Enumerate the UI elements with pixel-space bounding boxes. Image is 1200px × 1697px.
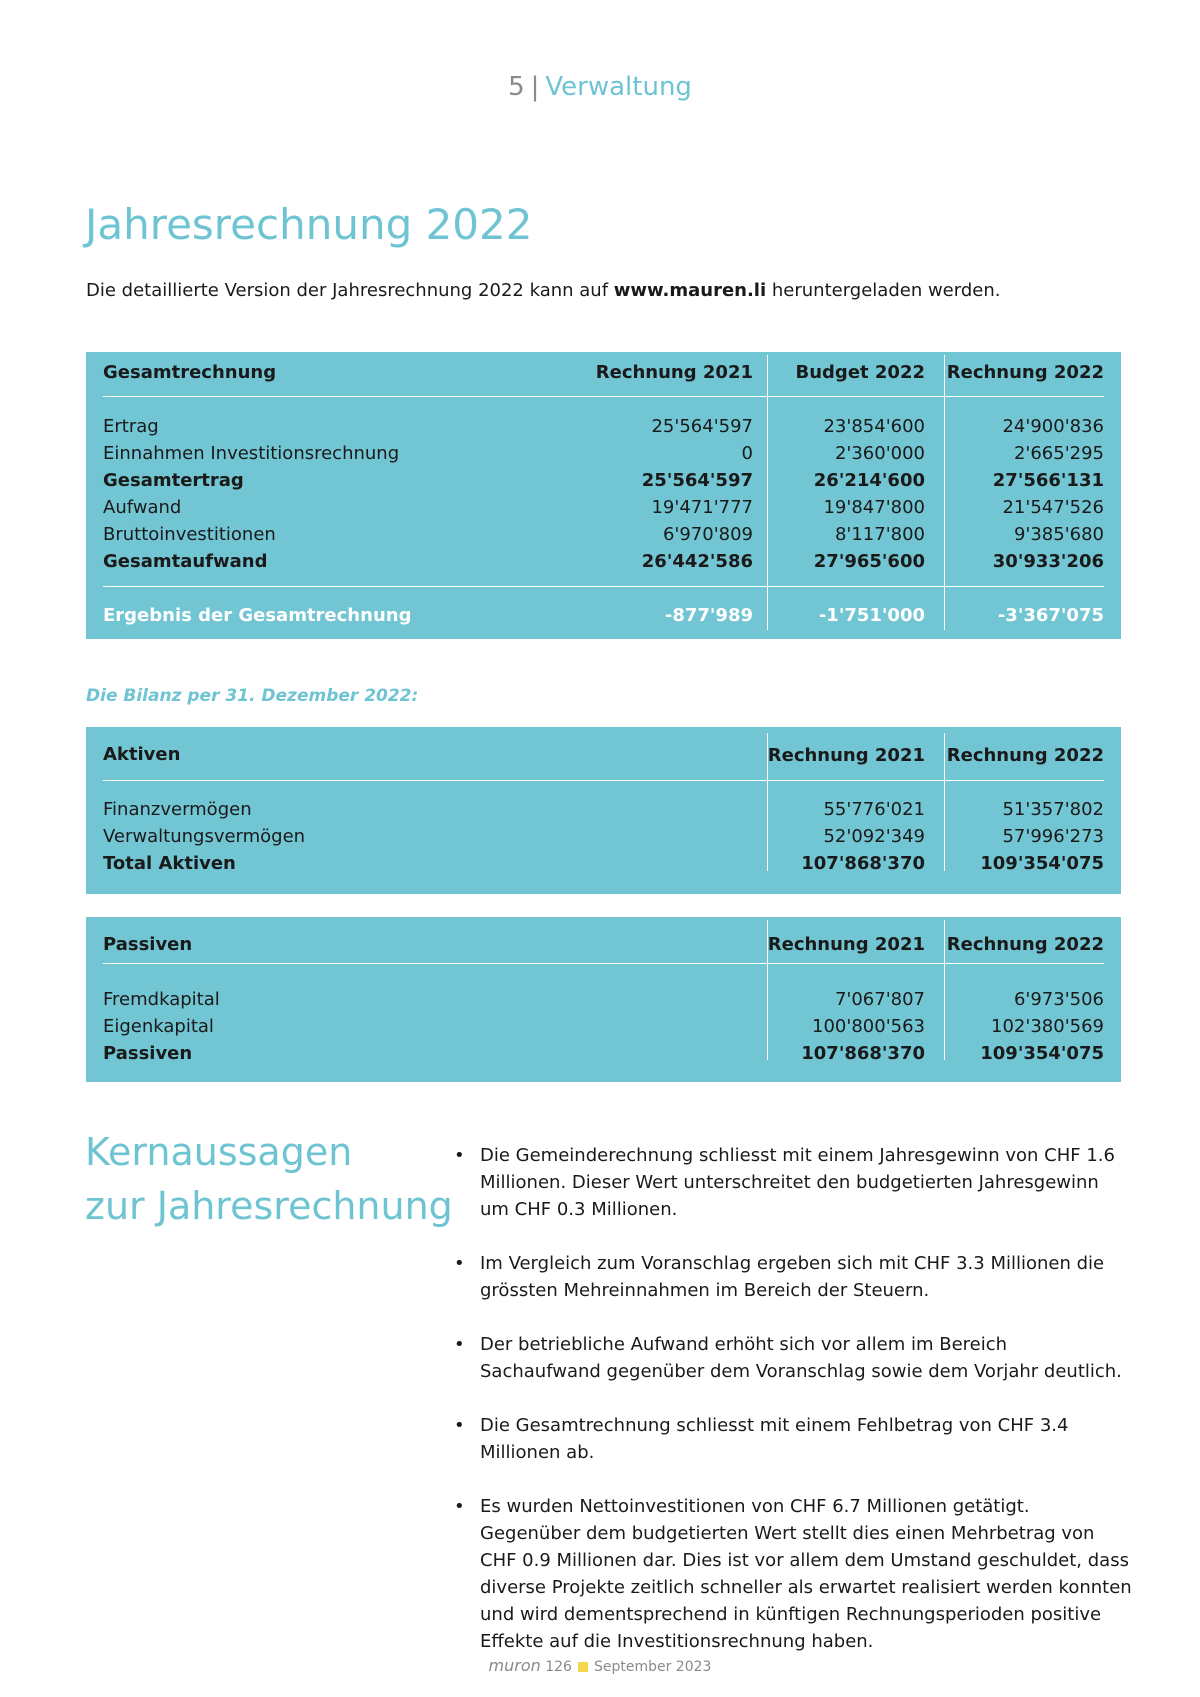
bullet-text: Der betriebliche Aufwand erhöht sich vor allem im Bereich Sachaufwand gegenüber dem Voranschlag sowie dem Vorjahr deutlich. — [480, 1334, 1122, 1382]
bullet-text: Die Gesamtrechnung schliesst mit einem Fehlbetrag von CHF 3.4 Millionen ab. — [480, 1415, 1069, 1463]
header-divider — [103, 963, 1104, 964]
row-value: 2'665'295 — [1013, 443, 1104, 464]
footer-brand: muron — [488, 1656, 541, 1675]
row-value: 27'965'600 — [813, 551, 925, 572]
footer-issue: 126 — [545, 1659, 572, 1675]
table-header: Rechnung 2021 — [767, 934, 925, 955]
bullet-icon: • — [454, 1253, 465, 1274]
row-value: 8'117'800 — [834, 524, 925, 545]
intro-after: heruntergeladen werden. — [766, 280, 1001, 301]
row-value: 109'354'075 — [980, 853, 1104, 874]
page-header — [0, 72, 1200, 102]
row-value: 6'973'506 — [1013, 989, 1104, 1010]
list-item — [450, 1412, 1132, 1466]
bullet-icon: • — [454, 1415, 465, 1436]
aktiven-table — [86, 727, 1121, 894]
list-item — [450, 1493, 1132, 1655]
row-value: 57'996'273 — [1002, 826, 1104, 847]
row-value: 100'800'563 — [812, 1016, 925, 1037]
row-label: Gesamtaufwand — [103, 551, 268, 572]
row-label: Verwaltungsvermögen — [103, 826, 306, 847]
passiven-table — [86, 917, 1121, 1082]
header-divider — [103, 780, 1104, 781]
row-value: 107'868'370 — [801, 1043, 925, 1064]
chapter-number: 5 — [508, 72, 525, 102]
row-value: 25'564'597 — [641, 470, 753, 491]
row-value: 109'354'075 — [980, 1043, 1104, 1064]
bullet-text: Im Vergleich zum Voranschlag ergeben sich mit CHF 3.3 Millionen die grössten Mehreinnahmen im Bereich der Steuern. — [480, 1253, 1105, 1301]
kernaussagen-title — [85, 1125, 453, 1233]
row-label: Passiven — [103, 1043, 193, 1064]
row-label: Total Aktiven — [103, 853, 236, 874]
bullet-icon: • — [454, 1496, 465, 1517]
kern-title-line2: zur Jahresrechnung — [85, 1184, 453, 1228]
row-value: 107'868'370 — [801, 853, 925, 874]
table-header: Passiven — [103, 934, 193, 955]
row-label: Fremdkapital — [103, 989, 220, 1010]
header-separator: | — [530, 72, 540, 102]
table-header: Rechnung 2022 — [946, 745, 1104, 766]
page-footer — [0, 1656, 1200, 1675]
row-value: 102'380'569 — [991, 1016, 1104, 1037]
table-header: Rechnung 2021 — [595, 362, 753, 383]
result-value: -877'989 — [664, 605, 753, 626]
row-label: Eigenkapital — [103, 1016, 214, 1037]
result-label: Ergebnis der Gesamtrechnung — [103, 605, 412, 626]
row-label: Gesamtertrag — [103, 470, 244, 491]
row-value: 55'776'021 — [823, 799, 925, 820]
row-value: 21'547'526 — [1002, 497, 1104, 518]
result-value: -3'367'075 — [997, 605, 1104, 626]
row-value: 52'092'349 — [823, 826, 925, 847]
row-value: 26'442'586 — [641, 551, 753, 572]
website-link[interactable]: www.mauren.li — [613, 280, 767, 301]
list-item — [450, 1250, 1132, 1304]
intro-before: Die detaillierte Version der Jahresrechnung 2022 kann auf — [86, 280, 614, 301]
row-value: 19'471'777 — [651, 497, 753, 518]
row-label: Finanzvermögen — [103, 799, 252, 820]
row-value: 23'854'600 — [823, 416, 925, 437]
list-item — [450, 1331, 1132, 1385]
row-value: 2'360'000 — [834, 443, 925, 464]
row-value: 19'847'800 — [823, 497, 925, 518]
row-value: 25'564'597 — [651, 416, 753, 437]
result-divider — [103, 586, 1104, 587]
header-divider — [103, 396, 1104, 397]
table-header: Aktiven — [103, 744, 181, 765]
bullet-text: Die Gemeinderechnung schliesst mit einem Jahresgewinn von CHF 1.6 Millionen. Dieser Wert unterschreitet den budgetierten Jahresgewinn um CHF 0.3 Millionen. — [480, 1145, 1115, 1220]
square-icon — [578, 1662, 588, 1672]
list-item — [450, 1142, 1132, 1223]
row-label: Einnahmen Investitionsrechnung — [103, 443, 400, 464]
table-header: Rechnung 2022 — [946, 934, 1104, 955]
table-header: Rechnung 2022 — [946, 362, 1104, 383]
row-value: 27'566'131 — [992, 470, 1104, 491]
bullet-text: Es wurden Nettoinvestitionen von CHF 6.7 Millionen getätigt. Gegenüber dem budgetierten Wert stellt dies einen Mehrbetrag von CHF 0.9 Millionen dar. Dies ist vor allem dem Umstand geschuldet, dass diverse Projekte zeitlich schneller als erwartet realisiert werden konnten und wird dementsprechend in künftigen Rechnungsperioden positive Effekte auf die Investitionsrechnung haben. — [480, 1496, 1132, 1652]
row-value: 24'900'836 — [1002, 416, 1104, 437]
row-label: Bruttoinvestitionen — [103, 524, 276, 545]
bullet-icon: • — [454, 1334, 465, 1355]
row-value: 0 — [741, 443, 753, 464]
row-value: 7'067'807 — [834, 989, 925, 1010]
row-value: 30'933'206 — [992, 551, 1104, 572]
gesamtrechnung-table — [86, 352, 1121, 639]
table-header: Rechnung 2021 — [767, 745, 925, 766]
page-title: Jahresrechnung 2022 — [85, 200, 533, 249]
table-header: Budget 2022 — [795, 362, 925, 383]
section-title: Verwaltung — [545, 72, 692, 102]
row-value: 6'970'809 — [662, 524, 753, 545]
bullet-icon: • — [454, 1145, 465, 1166]
kern-title-line1: Kernaussagen — [85, 1130, 353, 1174]
row-value: 26'214'600 — [813, 470, 925, 491]
intro-text — [86, 280, 1000, 301]
footer-date: September 2023 — [593, 1659, 712, 1675]
row-value: 51'357'802 — [1002, 799, 1104, 820]
table-header: Gesamtrechnung — [103, 362, 277, 383]
kernaussagen-list — [450, 1142, 1132, 1682]
row-value: 9'385'680 — [1013, 524, 1104, 545]
bilanz-subtitle: Die Bilanz per 31. Dezember 2022: — [86, 686, 419, 706]
row-label: Aufwand — [103, 497, 182, 518]
row-label: Ertrag — [103, 416, 159, 437]
result-value: -1'751'000 — [818, 605, 925, 626]
